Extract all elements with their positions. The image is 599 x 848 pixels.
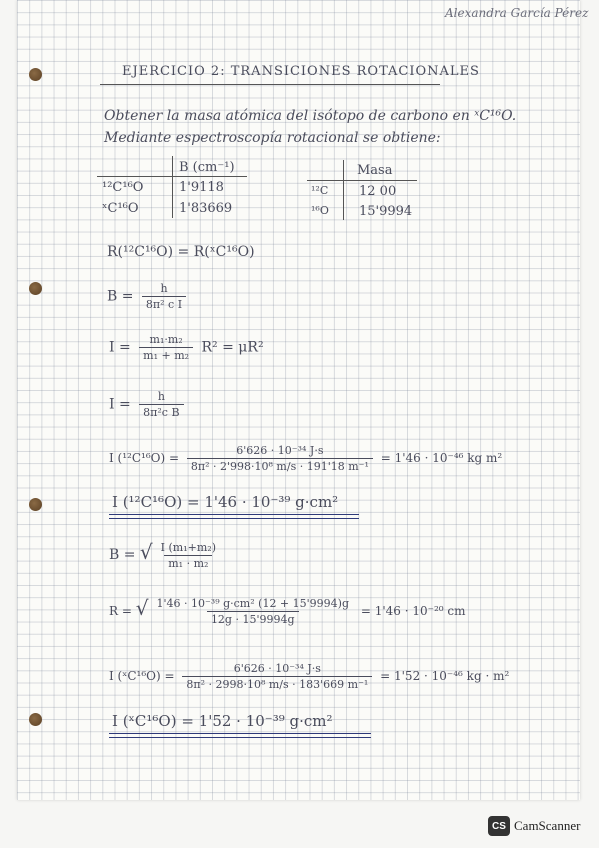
equation-inertia-xc16o — [109, 662, 509, 691]
equation-rhs: = 1'46 · 10⁻⁴⁶ kg m² — [380, 451, 503, 465]
result-inertia-xc16o: I (ˣC¹⁶O) = 1'52 · 10⁻³⁹ g·cm² — [112, 712, 333, 730]
denominator: 12g · 15'9994g — [207, 611, 299, 626]
equation-inertia-from-b — [109, 390, 188, 419]
equation-bond-length — [109, 540, 224, 570]
fraction — [139, 333, 193, 362]
binder-hole — [29, 68, 42, 81]
equation-lhs: I = — [109, 396, 131, 413]
table2-divider — [343, 160, 344, 220]
equation-lhs: B = — [107, 288, 134, 305]
result-underline — [109, 733, 371, 734]
intro-line-1: Obtener la masa atómica del isótopo de carbono en ˣC¹⁶O. — [104, 108, 517, 124]
table1-row-value: 1'83669 — [179, 201, 233, 216]
denominator: m₁ · m₂ — [164, 555, 212, 570]
sqrt-icon: √ — [135, 596, 149, 620]
author-name: Alexandra García Pérez — [445, 6, 589, 20]
camscanner-watermark — [488, 816, 580, 836]
denominator: 8π² · 2998·10⁸ m/s · 183'669 m⁻¹ — [182, 676, 372, 691]
table1-divider — [172, 156, 173, 218]
denominator: m₁ + m₂ — [139, 347, 193, 362]
fraction — [152, 597, 353, 626]
equation-lhs: I (ˣC¹⁶O) = — [109, 669, 175, 683]
table2-row-value: 15'9994 — [359, 204, 413, 219]
table1-rule — [97, 176, 247, 177]
table2-row-label: ¹⁶O — [311, 204, 329, 217]
table1-row-value: 1'9118 — [179, 180, 224, 195]
equation-rhs: = 1'46 · 10⁻²⁰ cm — [360, 604, 466, 618]
exercise-title: EJERCICIO 2: TRANSICIONES ROTACIONALES — [122, 64, 480, 79]
result-underline — [109, 514, 359, 515]
binder-hole — [29, 282, 42, 295]
equation-rhs: = 1'52 · 10⁻⁴⁶ kg · m² — [380, 669, 510, 683]
intro-line-2: Mediante espectroscopía rotacional se obtiene: — [104, 130, 441, 146]
numerator: I (m₁+m₂) — [160, 540, 216, 554]
fraction — [182, 662, 372, 691]
result-inertia-12c16o: I (¹²C¹⁶O) = 1'46 · 10⁻³⁹ g·cm² — [112, 493, 339, 511]
denominator: 8π² c I — [142, 296, 186, 311]
camscanner-logo-icon: CS — [488, 816, 510, 836]
table2-row-value: 12 00 — [359, 184, 397, 199]
equation-equal-distance: R(¹²C¹⁶O) = R(ˣC¹⁶O) — [107, 244, 255, 260]
fraction — [187, 444, 373, 473]
table1-row-label: ˣC¹⁶O — [102, 201, 139, 216]
numerator: m₁·m₂ — [149, 333, 183, 346]
equation-bond-length-value — [109, 596, 465, 626]
numerator: 6'626 · 10⁻³⁴ J·s — [233, 662, 321, 675]
fraction — [139, 390, 183, 419]
numerator: h — [157, 390, 165, 403]
fraction — [157, 541, 220, 570]
title-underline — [100, 84, 440, 85]
sqrt-icon: √ — [139, 540, 153, 564]
numerator: h — [160, 282, 168, 295]
denominator: 8π² · 2'998·10⁸ m/s · 191'18 m⁻¹ — [187, 458, 373, 473]
numerator: 6'626 · 10⁻³⁴ J·s — [236, 444, 324, 457]
table1-header: B (cm⁻¹) — [179, 160, 235, 175]
fraction — [142, 282, 186, 311]
numerator: 1'46 · 10⁻³⁹ g·cm² (12 + 15'9994)g — [156, 597, 349, 610]
binder-hole — [29, 713, 42, 726]
equation-rotational-constant — [107, 282, 190, 311]
notebook-page — [17, 0, 589, 800]
camscanner-brand: CamScanner — [514, 818, 581, 833]
equation-moment-of-inertia — [109, 333, 264, 362]
result-underline — [109, 737, 371, 738]
table2-rule — [307, 180, 417, 181]
denominator: 8π²c B — [139, 404, 183, 419]
table2-header: Masa — [357, 163, 393, 178]
result-underline — [109, 518, 359, 519]
equation-lhs: R = — [109, 604, 132, 618]
equation-lhs: B = — [109, 547, 136, 563]
binder-hole — [29, 498, 42, 511]
equation-lhs: I (¹²C¹⁶O) = — [109, 451, 180, 465]
equation-inertia-12c16o — [109, 444, 502, 473]
table1-row-label: ¹²C¹⁶O — [102, 180, 144, 195]
table2-row-label: ¹²C — [311, 184, 329, 197]
equation-lhs: I = — [109, 339, 131, 356]
equation-rhs: R² = μR² — [201, 339, 264, 356]
